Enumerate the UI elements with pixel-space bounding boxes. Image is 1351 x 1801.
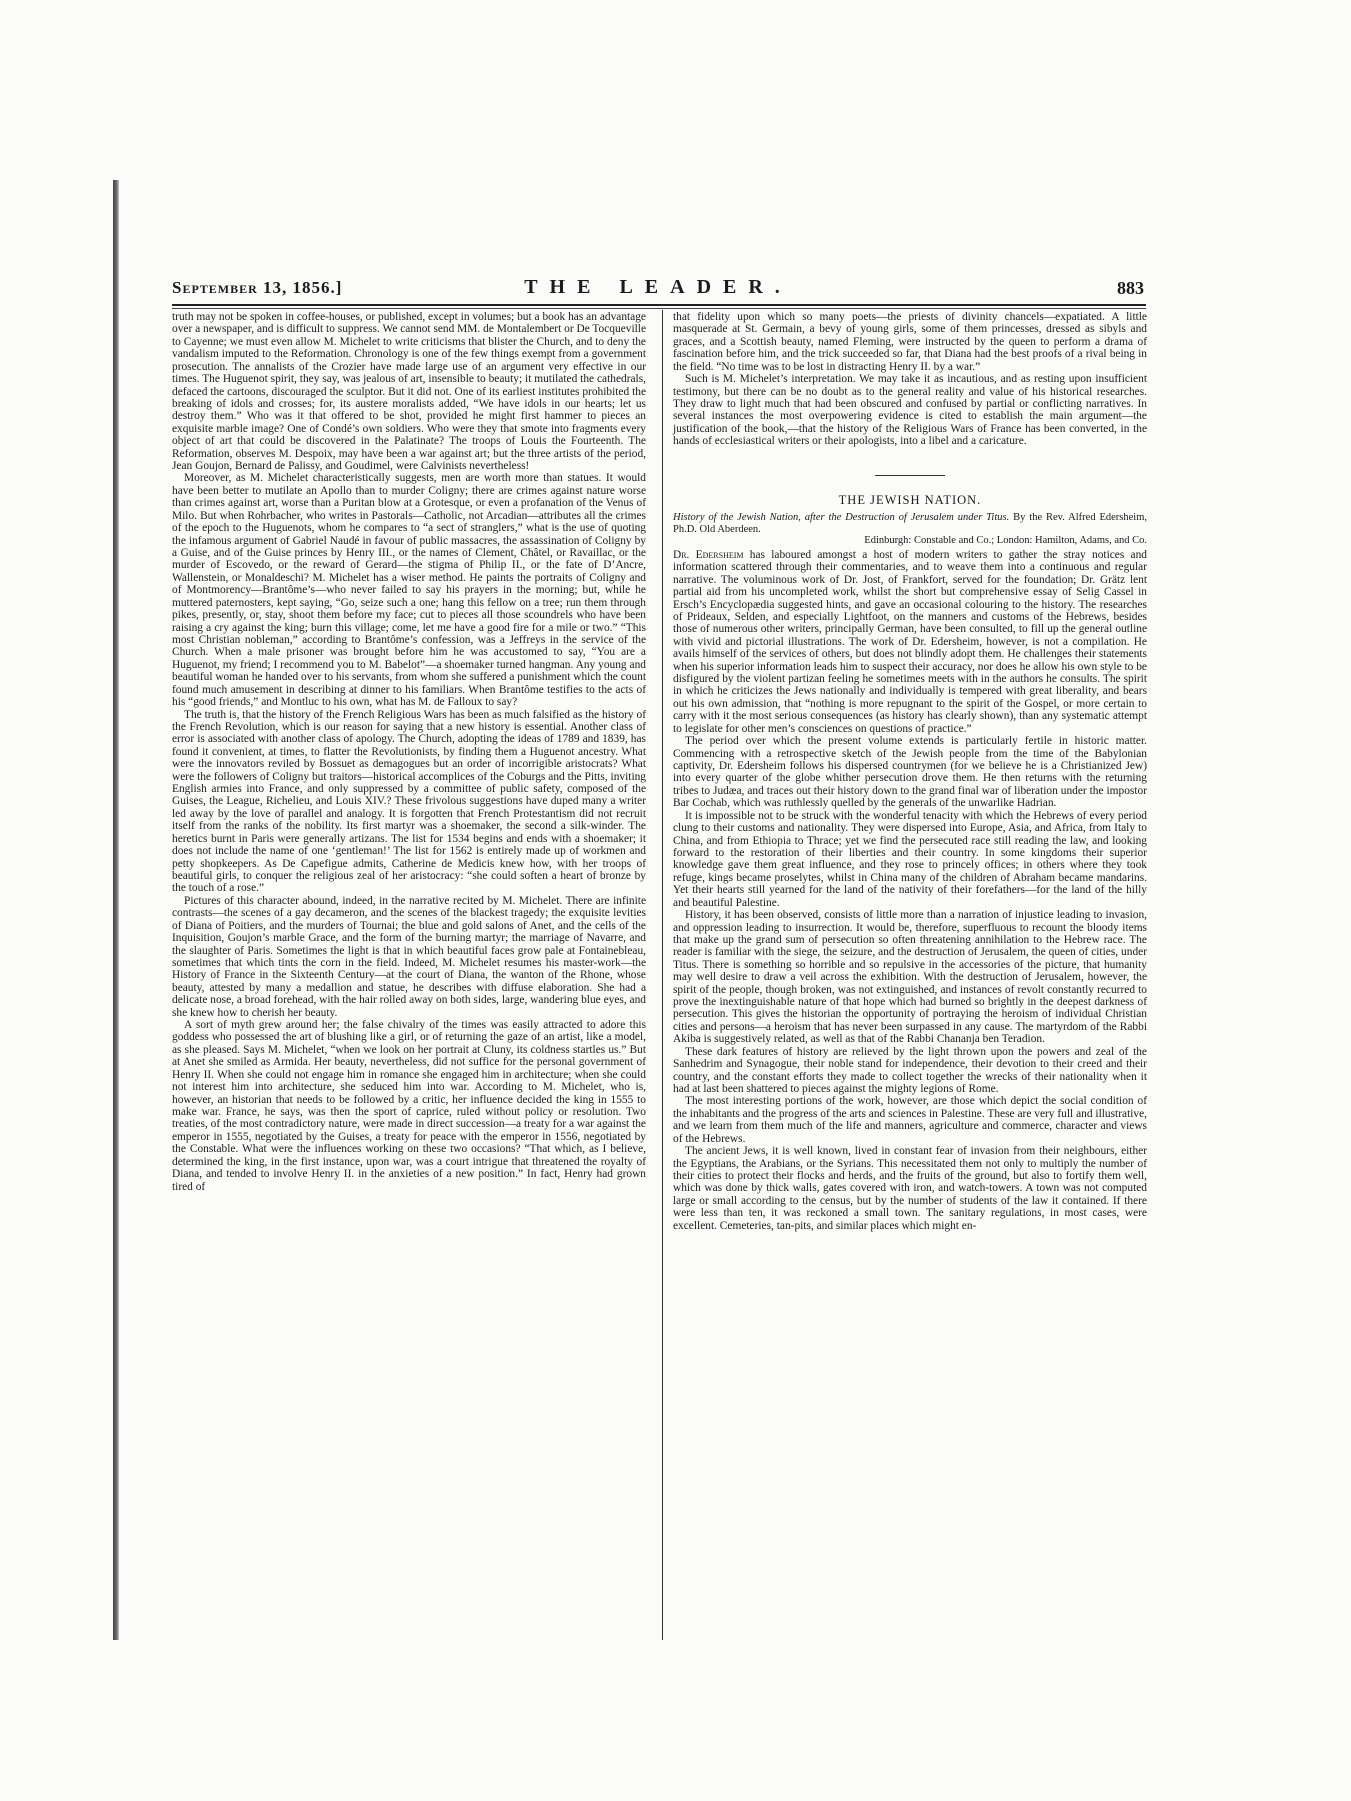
masthead <box>172 276 1144 302</box>
review-opening-paragraph <box>673 549 1147 735</box>
left-paragraph: A sort of myth grew around her; the false chivalry of the times was easily attracted to adore this goddess who possessed the art of blushing like a girl, or of returning the gaze of an artist, like a model, as she pleased. Says M. Michelet, “when we look on her portrait at Cluny, its coldness startles us.” But at Anet she smiled as Armida. Her beauty, nevertheless, did not suffice for the personal government of Henry II. When she could not engage him in romance she engaged him in architecture; when she could not interest him into architecture, she seduced him into war. According to M. Michelet, who is, however, an historian that needs to be followed by a critic, her influence decided the king in 1555 to make war. France, he says, was then the sport of caprice, ruled without policy or resolution. Two treaties, of the most contradictory nature, were made in direct succession—a treaty for a war against the emperor in 1555, negotiated by the Guises, a treaty for peace with the emperor in 1556, negotiated by the Constable. What were the influences working on these two occasions? “That which, as I believe, determined the king, in the first instance, upon war, was a court intrigue that threatened the royalty of Diana, and tended to involve Henry II. in the anxieties of a new position.” In fact, Henry had grown tired of <box>172 1019 646 1193</box>
header-rule <box>172 304 1146 306</box>
left-paragraph: truth may not be spoken in coffee-houses, or published, except in volumes; but a book has an advantage over a newspaper, and is difficult to suppress. We cannot send MM. de Montalembert or De Tocqueville to Cayenne; we must even allow M. Michelet to write criticisms that blister the Church, and to deny the vandalism imputed to the Reformation. Chronology is one of the few things exempt from a government prosecution. The annalists of the Crozier have made large use of an argument very effective in our times. The Huguenot spirit, they say, was jealous of art, insensible to beauty; it mutilated the cathedrals, defaced the cartoons, discouraged the sculptor. But it did not. One of its earliest institutes prohibited the breaking of idols and crosses; for, its austere moralists added, “We have idols in our hearts; let us destroy them.” Who was it that offered to be shot, provided he might first hammer to pieces an exquisite marble image? One of Condé’s own soldiers. Who were they that smote into fragments every object of art that could be discovered in the Palatinate? The troops of Louis the Fourteenth. The Reformation, observes M. Despoix, may have been a war against art; but the three artists of the period, Jean Goujon, Bernard de Palissy, and Goudimel, were Calvinists nevertheless! <box>172 311 646 473</box>
right-paragraph: that fidelity upon which so many poets—the priests of divinity chancels—expatiated. A little masquerade at St. Germain, a bevy of young girls, some of them princesses, dressed as sibyls and graces, and a Scottish beauty, named Fleming, were instructed by the queen to perform a drama of fascination before him, and the trick succeeded so far, that Diana had the best proofs of a rival being in the field. “No time was to be lost in distracting Henry II. by a war.” <box>673 311 1147 373</box>
scan-binding-edge <box>113 180 119 1640</box>
page-number: 883 <box>1117 278 1144 298</box>
issue-date: September 13, 1856.] <box>172 278 343 297</box>
review-first-word: Dr. Edersheim <box>673 548 744 561</box>
book-publisher: Edinburgh: Constable and Co.; London: Hamilton, Adams, and Co. <box>864 535 1147 547</box>
section-title: THE JEWISH NATION. <box>838 492 982 507</box>
right-paragraph: The most interesting portions of the work, however, are those which depict the social condition of the inhabitants and the progress of the arts and sciences in Palestine. These are very full and illustrative, and we learn from them much of the life and manners, agriculture and commerce, character and views of the Hebrews. <box>673 1095 1147 1145</box>
newspaper-title: THE LEADER. <box>524 276 792 298</box>
left-paragraph: Moreover, as M. Michelet characteristically suggests, men are worth more than statues. It would have been better to mutilate an Apollo than to murder Coligny; there are crimes against nature worse than crimes against art, worse than a Puritan blow at a Grotesque, or even a profanation of the Venus of Milo. But when Rohrbacher, who writes in Pastorals—Catholic, not Arcadian—attributes all the crimes of the epoch to the Huguenots, whom he compares to “a sect of stranglers,” what is the use of quoting the infamous argument of Gabriel Naudé in favour of public massacres, the assassination of Coligny by a Guise, and of the Guise princes by Henry III., or the names of Clement, Châtel, or Ravaillac, or the murder of Escovedo, or the reward of Gerard—the stigma of Philip II., or the fate of D’Ancre, Wallenstein, or Monaldeschi? M. Michelet has a wiser method. He paints the portraits of Coligny and of Montmorency—Brantôme’s—who never failed to say his prayers in the morning; but, while he muttered paternosters, kept saying, “Go, seize such a one; hang this fellow on a tree; run them through pikes, presently, or, stay, shoot them before my face; cut to pieces all those scoundrels who have been raising a cry against the king; burn this village; come, let me have a good fire for a mile or two.” “This most Christian nobleman,” according to Brantôme’s confession, was a Jeffreys in the service of the Church. When a male prisoner was brought before him he was accustomed to say, “You are a Huguenot, my friend; I recommend you to M. Babelot”—a shoemaker turned hangman. Any young and beautiful woman he handed over to his servants, from whom she suffered a punishment which the count found much amusement in describing at dinner to his familiars. When Brantôme testifies to the acts of his “good friends,” and Montluc to his own, what has M. de Falloux to say? <box>172 472 646 709</box>
book-title: History of the Jewish Nation, after the Destruction of Jerusalem under Titus. <box>673 512 1010 524</box>
right-column <box>673 311 1147 1232</box>
right-paragraph: It is impossible not to be struck with the wonderful tenacity with which the Hebrews of every period clung to their customs and nationality. They were dispersed into Europe, Asia, and Africa, from Italy to China, and from Ethiopia to Thrace; yet we find the persecuted race still reading the law, and looking forward to the restoration of their liberties and their country. In some kingdoms their superior knowledge gave them great influence, and they rose to princely offices; in others where they took refuge, kings became proselytes, whilst in China many of the children of Abraham became mandarins. Yet their hearts still yearned for the land of the nativity of their forefathers—for the land of the hilly and beautiful Palestine. <box>673 809 1147 909</box>
right-paragraph: These dark features of history are relieved by the light thrown upon the powers and zeal of the Sanhedrim and Synagogue, their noble stand for independence, their devotion to their creed and their country, and the constant efforts they made to collect together the wrecks of their nationality when it had at last been shattered to pieces against the mighty legions of Rome. <box>673 1045 1147 1095</box>
review-opening-text: has laboured amongst a host of modern writers to gather the stray notices and information scattered through their commentaries, and to weave them into a continuous and regular narrative. The voluminous work of Dr. Jost, of Frankfort, served for the foundation; Dr. Grätz lent partial aid from his uncompleted work, whilst the short but comprehensive essay of Selig Cassel in Ersch’s Encyclopædia suggested hints, and gave an occasional colouring to the history. The researches of Prideaux, Selden, and especially Lightfoot, on the manners and customs of the Hebrews, besides those of numerous other writers, principally German, have been consulted, to fill up the general outline with vivid and pictorial illustrations. The work of Dr. Edersheim, however, is not a compilation. He avails himself of the services of others, but does not blindly adopt them. He challenges their statements when his superior information leads him to suspect their accuracy, nor does he allow his own style to be disfigured by the violent partizan feeling he sometimes meets with in the authors he consults. The spirit in which he criticizes the Jews nationally and individually is tempered with great liberality, and bears out his own admission, that “nothing is more repugnant to the spirit of the Gospel, or more certain to carry with it the most serious consequences (as history has clearly shown), than any systematic attempt to legislate for other men’s consciences on questions of practice.” <box>673 548 1147 735</box>
book-citation <box>673 512 1147 547</box>
header-rule-thin <box>172 308 1146 309</box>
column-divider <box>662 310 663 1640</box>
right-paragraph: Such is M. Michelet’s interpretation. We may take it as incautious, and as resting upon insufficient testimony, but there can be no doubt as to the general reality and value of his historical researches. They draw to light much that had been obscured and confused by partial or conflicting narratives. In several instances the most overpowering evidence is cited to establish the main argument—the justification of the book,—that the history of the Religious Wars of France has been converted, in the hands of ecclesiastical writers or their apologists, into a libel and a caricature. <box>673 373 1147 448</box>
section-separator <box>875 475 945 476</box>
right-paragraph: The period over which the present volume extends is particularly fertile in historic matter. Commencing with a retrospective sketch of the Jewish people from the time of the Babylonian captivity, Dr. Edersheim follows his dispersed countrymen (for we believe he is a Christianized Jew) into every quarter of the globe whither persecution drove them. He then returns with the returning tribes to Judæa, and traces out their history down to the grand final war of liberation under the impostor Bar Cochab, which was ruthlessly quelled by the generals of the unwarlike Hadrian. <box>673 735 1147 810</box>
right-paragraph: The ancient Jews, it is well known, lived in constant fear of invasion from their neighbours, either the Egyptians, the Arabians, or the Syrians. This necessitated them not only to multiply the number of their cities to protect their flocks and herds, and the fruits of the ground, but also to fortify them well, which was done by thick walls, gates covered with iron, and watch-towers. A town was not computed large or small according to the census, but by the number of students of the law it contained. If there were less than ten, it was reckoned a small town. The sanitary regulations, in most cases, were excellent. Cemeteries, tan-pits, and similar places which might en- <box>673 1145 1147 1232</box>
left-column <box>172 311 646 1193</box>
left-paragraph: The truth is, that the history of the French Religious Wars has been as much falsified as the history of the French Revolution, which is our reason for saying that a new history is essential. Another class of error is associated with another class of apology. The Church, adopting the ideas of 1789 and 1839, has found it convenient, at times, to flatter the Revolutionists, by finding them a Huguenot ancestry. What were the innovators reviled by Bossuet as demagogues but an order of incorrigible aristocrats? What were the followers of Coligny but traitors—historical accomplices of the Coburgs and the Pitts, inviting English armies into France, and only suppressed by a committee of public safety, composed of the Guises, the League, Richelieu, and Louis XIV.? These frivolous suggestions have duped many a writer led away by the love of parallel and analogy. It is forgotten that French Protestantism did not recruit itself from the ranks of the nobility. Its first martyr was a shoemaker, the second a silk-winder. The heretics burnt in Paris were generally artizans. The list for 1534 begins and ends with a shoemaker; it does not include the name of one ‘gentleman!’ The list for 1562 is entirely made up of workmen and petty shopkeepers. As De Capefigue admits, Catherine de Medicis knew how, with her troops of beautiful girls, to conquer the religious zeal of her aristocracy: “she could soften a heart of bronze by the touch of a rose.” <box>172 708 646 895</box>
left-paragraph: Pictures of this character abound, indeed, in the narrative recited by M. Michelet. There are infinite contrasts—the scenes of a gay decameron, and the scenes of the blackest tragedy; the exquisite levities of Diana of Poitiers, and the murders of Tournai; the blue and gold salons of Anet, and the cells of the Inquisition, Goujon’s marble Grace, and the form of the burning martyr; the marriage of Navarre, and the slaughter of Paris. Sometimes the light is that in which beautiful faces grow pale at Fontainebleau, sometimes that which tints the corn in the field. Indeed, M. Michelet resumes his master-work—the History of France in the Sixteenth Century—at the court of Diana, the wanton of the Rhone, whose beauty, attested by many a medallion and statue, he describes with diffuse elaboration. She had a delicate nose, a broad forehead, with the hair rolled away on both sides, large, wandering blue eyes, and she knew how to cherish her beauty. <box>172 894 646 1019</box>
right-paragraph: History, it has been observed, consists of little more than a narration of injustice leading to invasion, and oppression leading to insurrection. It would be, therefore, superfluous to recount the bloody items that make up the grand sum of persecution so often threatening annihilation to the Hebrew race. The reader is familiar with the siege, the seizure, and the destruction of Jerusalem, the queen of cities, under Titus. There is something so horrible and so repulsive in the accessories of the picture, that humanity may well desire to draw a veil across the exhibition. With the destruction of Jerusalem, however, the spirit of the people, though broken, was not extinguished, and instances of revolt constantly recurred to prove the inextinguishable nature of that hope which had burned so brightly in the deepest darkness of persecution. This gives the historian the opportunity of portraying the heroism of individual Christian cities and persons—a heroism that has never been surpassed in any cause. The martyrdom of the Rabbi Akiba is suggestively related, as well as that of the Rabbi Chananja ben Teradion. <box>673 909 1147 1046</box>
book-author: By the Rev. Alfred Edersheim, Ph.D. Old Aberdeen. <box>673 512 1148 535</box>
